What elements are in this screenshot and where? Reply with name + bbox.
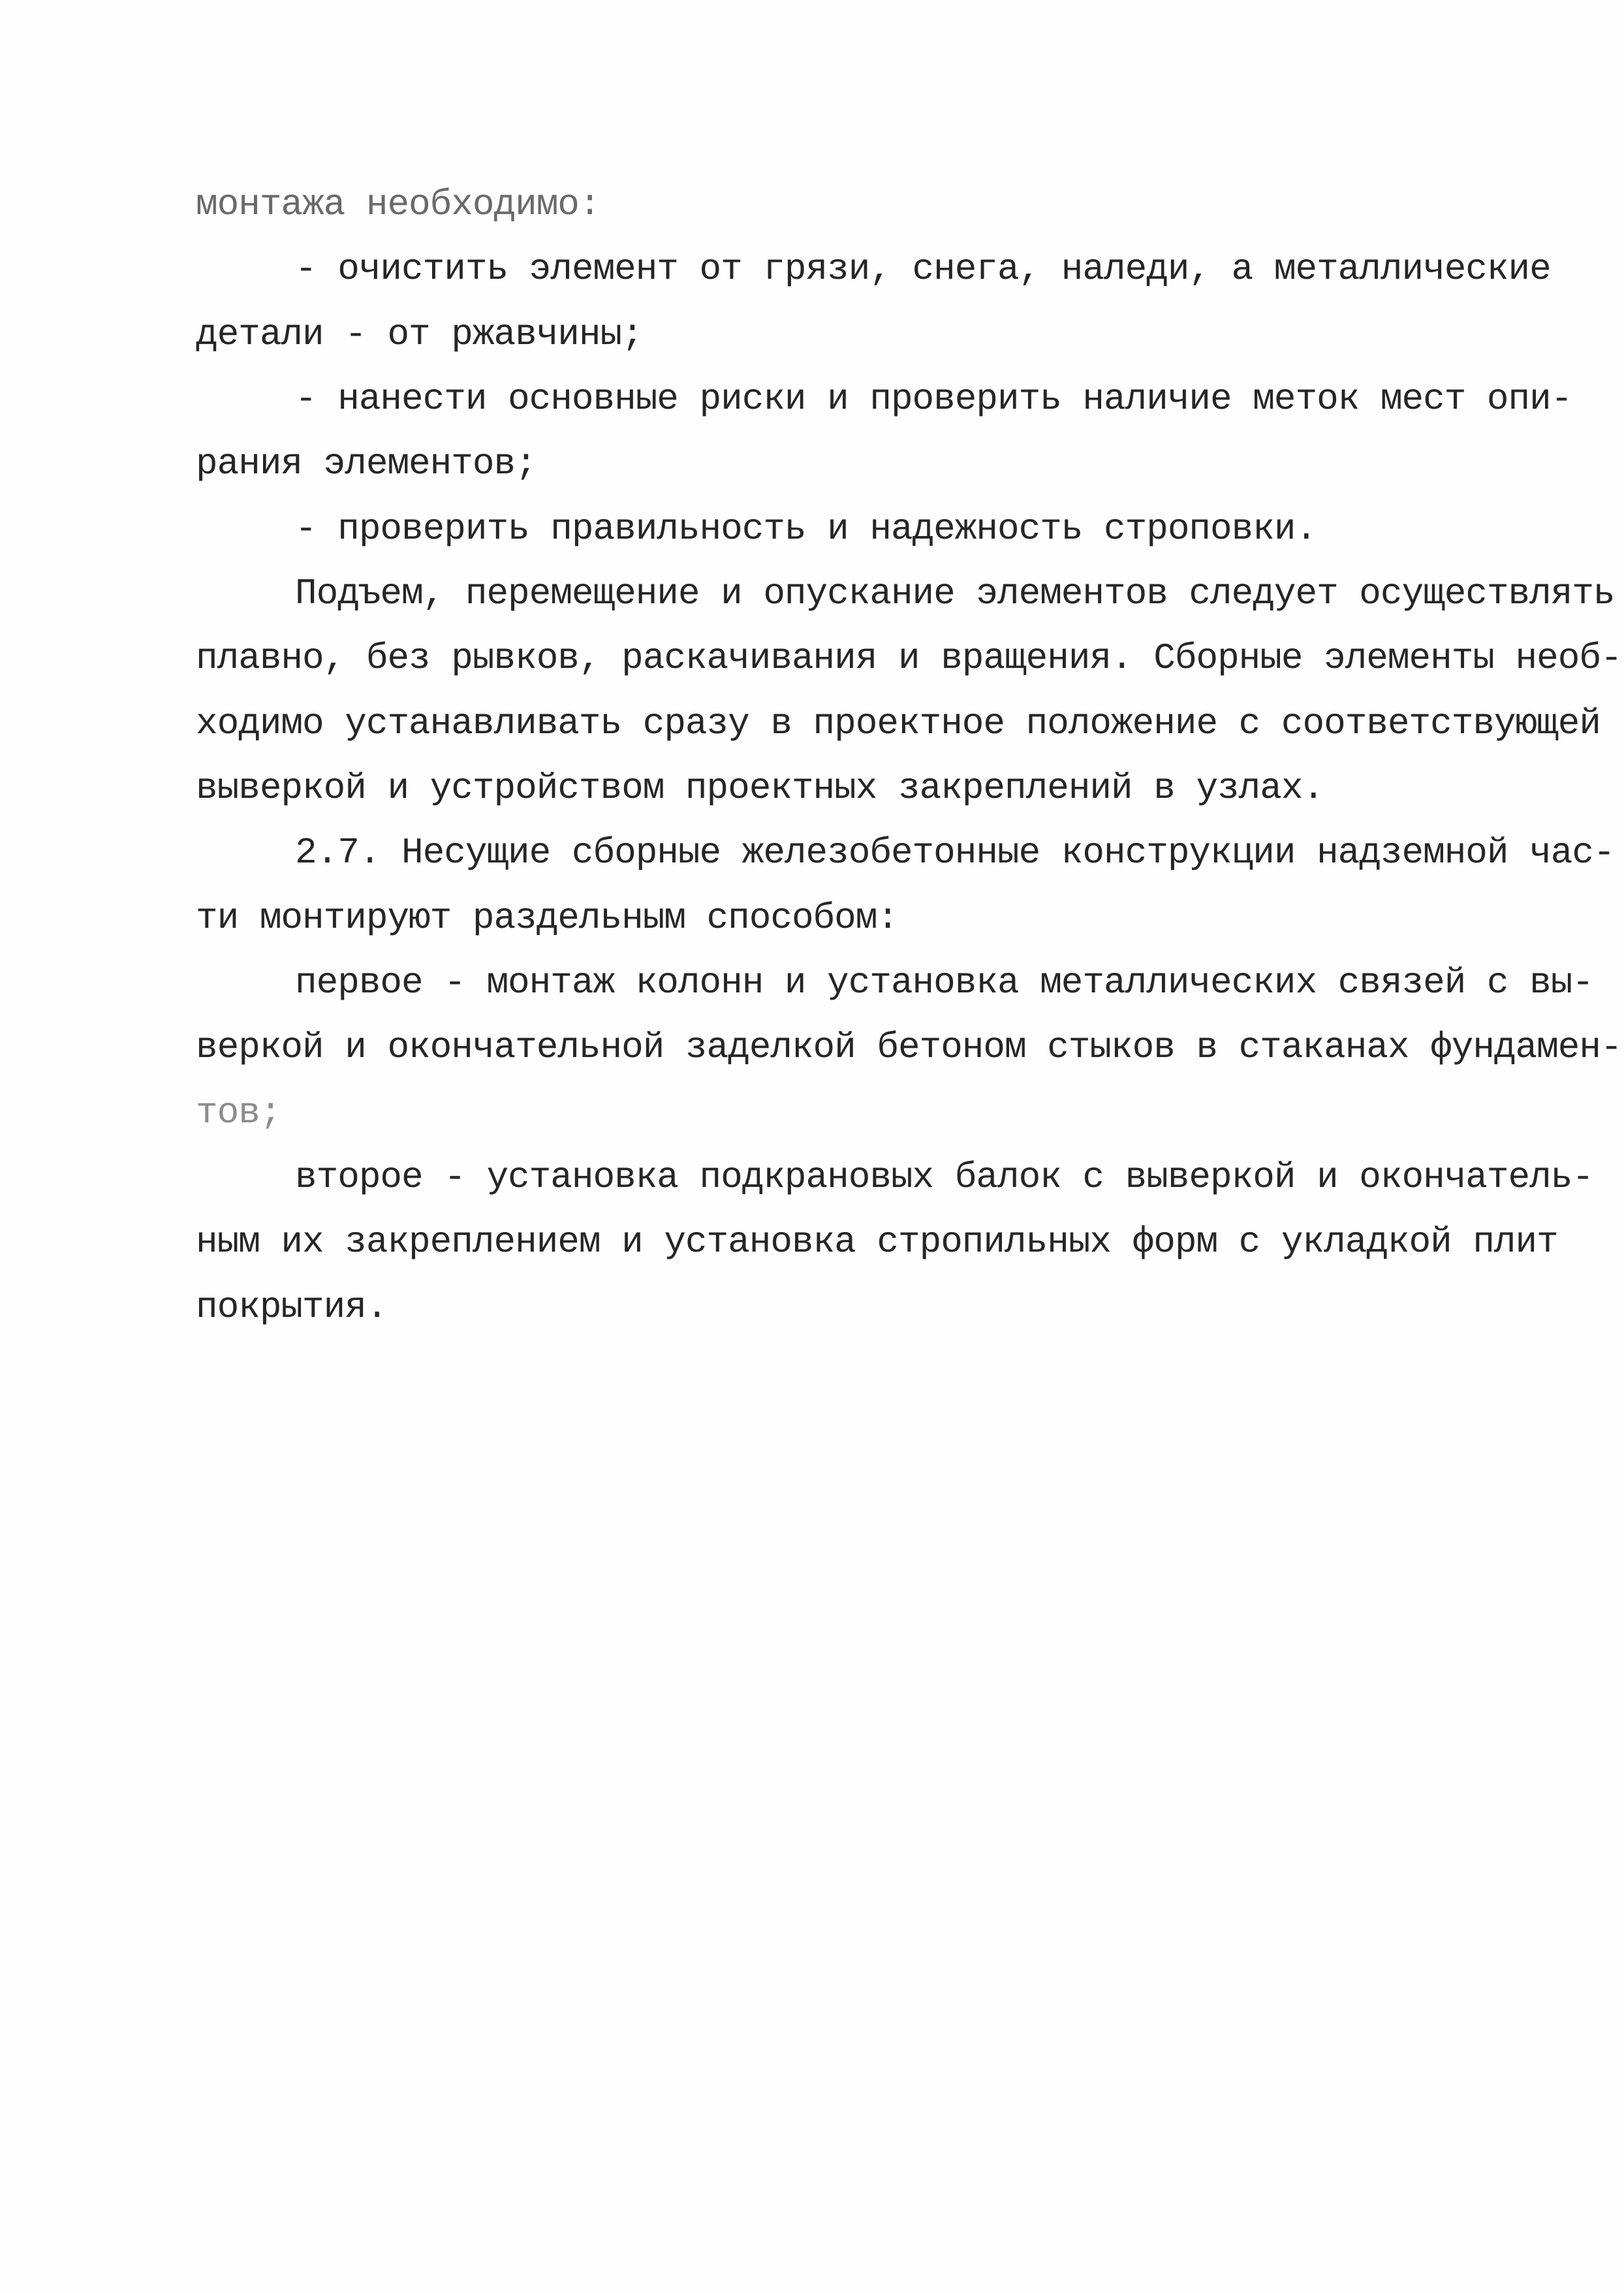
text-line-9: ходимо устанавливать сразу в проектное положение с соответствующей (196, 703, 1601, 744)
text-line-14: веркой и окончательной заделкой бетоном стыков в стаканах фундамен- (196, 1026, 1622, 1068)
text-line-16: второе - установка подкрановых балок с выверкой и окончатель- (295, 1156, 1593, 1198)
text-line-8: плавно, без рывков, раскачивания и вращения. Сборные элементы необ- (196, 637, 1622, 679)
text-line-7: Подъем, перемещение и опускание элементов следует осуществлять (295, 573, 1615, 614)
text-line-3: детали - от ржавчины; (196, 313, 643, 355)
text-line-6: - проверить правильность и надежность строповки. (295, 508, 1317, 550)
text-line-5: рания элементов; (196, 443, 537, 484)
text-line-13: первое - монтаж колонн и установка металлических связей с вы- (295, 962, 1593, 1004)
text-line-10: выверкой и устройством проектных закреплений в узлах. (196, 767, 1324, 809)
text-line-15: тов; (196, 1092, 281, 1133)
text-line-12: ти монтируют раздельным способом: (196, 897, 898, 939)
text-line-2: - очистить элемент от грязи, снега, наледи, а металлические (295, 248, 1551, 290)
text-line-18: покрытия. (196, 1286, 388, 1328)
text-line-1: монтажа необходимо: (196, 183, 601, 225)
text-line-4: - нанести основные риски и проверить наличие меток мест опи- (295, 378, 1572, 420)
text-line-17: ным их закреплением и установка стропильных форм с укладкой плит (196, 1221, 1558, 1263)
text-line-11: 2.7. Несущие сборные железобетонные конструкции надземной час- (295, 832, 1615, 874)
